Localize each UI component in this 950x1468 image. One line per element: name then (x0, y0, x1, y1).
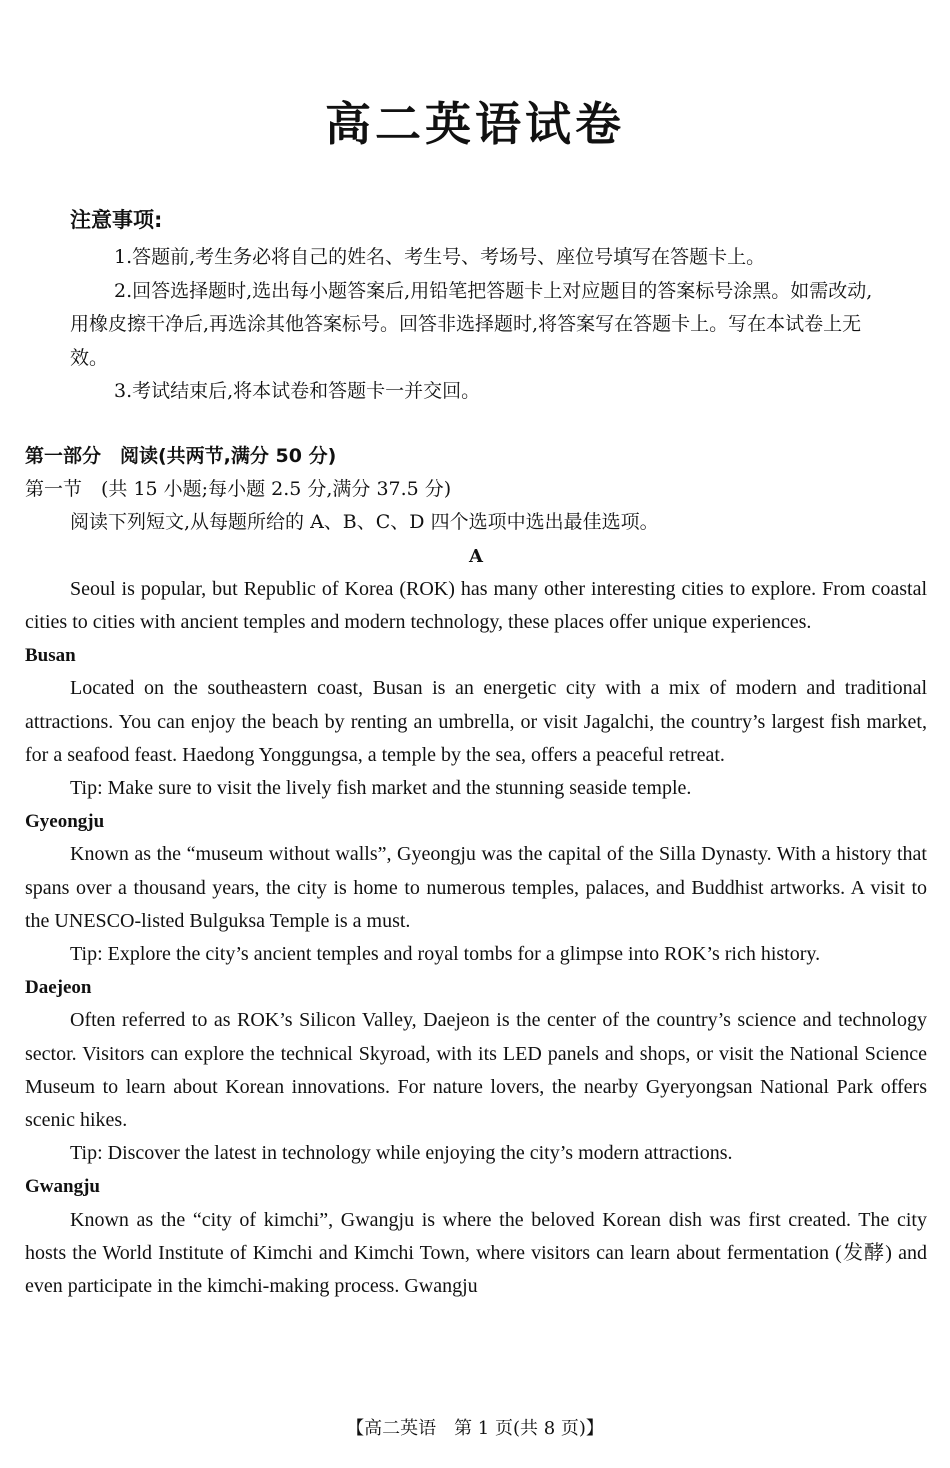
city-heading-gwangju: Gwangju (25, 1176, 100, 1198)
city-text-gyeongju: Known as the “museum without walls”, Gyeongju was the capital of the Silla Dynasty. With a history that spans over a thousand years, the city is home to numerous temples, palaces, and Buddhist artworks. A visit to the UNESCO-listed Bulguksa Temple is a must. (25, 843, 927, 932)
notice-block (70, 203, 890, 409)
page-title: 高二英语试卷 (325, 97, 625, 151)
city-text-gwangju: Known as the “city of kimchi”, Gwangju is where the beloved Korean dish was first created. The city hosts the World Institute of Kimchi and Kimchi Town, where visitors can learn about fermentation (发酵) and even participate in the kimchi-making process. Gwangju (25, 1208, 927, 1298)
city-heading-busan: Busan (25, 645, 76, 667)
city-tip-daejeon: Tip: Discover the latest in technology while enjoying the city’s modern attractions. (70, 1142, 733, 1165)
part-heading: 第一部分 阅读(共两节,满分 50 分) (25, 445, 337, 467)
city-tip-busan: Tip: Make sure to visit the lively fish market and the stunning seaside temple. (70, 777, 692, 800)
city-tip-gyeongju: Tip: Explore the city’s ancient temples and royal tombs for a glimpse into ROK’s rich history. (70, 943, 821, 966)
reading-section (25, 440, 927, 1303)
notice-item-1: 1.答题前,考生务必将自己的姓名、考生号、考场号、座位号填写在答题卡上。 (114, 246, 766, 268)
passage-label: A (469, 545, 483, 567)
city-text-busan: Located on the southeastern coast, Busan is an energetic city with a mix of modern and traditional attractions. You can enjoy the beach by renting an umbrella, or visit Jagalchi, the country’s largest fish market, for a seafood feast. Haedong Yonggungsa, a temple by the sea, offers a peaceful retreat. (25, 677, 927, 766)
passage-intro: Seoul is popular, but Republic of Korea (ROK) has many other interesting cities to explore. From coastal cities to cities with ancient temples and modern technology, these places offer unique experiences. (25, 577, 927, 634)
city-heading-gyeongju: Gyeongju (25, 811, 105, 833)
section-heading: 第一节 (共 15 小题;每小题 2.5 分,满分 37.5 分) (25, 478, 452, 501)
instruction: 阅读下列短文,从每题所给的 A、B、C、D 四个选项中选出最佳选项。 (70, 511, 659, 534)
city-heading-daejeon: Daejeon (25, 977, 92, 999)
page-footer: 【高二英语 第 1 页(共 8 页)】 (346, 1418, 604, 1439)
notice-heading: 注意事项: (70, 208, 163, 232)
notice-item-2: 2.回答选择题时,选出每小题答案后,用铅笔把答题卡上对应题目的答案标号涂黑。如需改动,用橡皮擦干净后,再选涂其他答案标号。回答非选择题时,将答案写在答题卡上。写在本试卷上无效。 (70, 279, 873, 369)
notice-item-3: 3.考试结束后,将本试卷和答题卡一并交回。 (114, 380, 481, 402)
city-text-daejeon: Often referred to as ROK’s Silicon Valley, Daejeon is the center of the country’s science and technology sector. Visitors can explore the technical Skyroad, with its LED panels and shops, or visit the National Science Museum to learn about Korean innovations. For nature lovers, the nearby Gyeryongsan National Park offers scenic hikes. (25, 1009, 927, 1132)
